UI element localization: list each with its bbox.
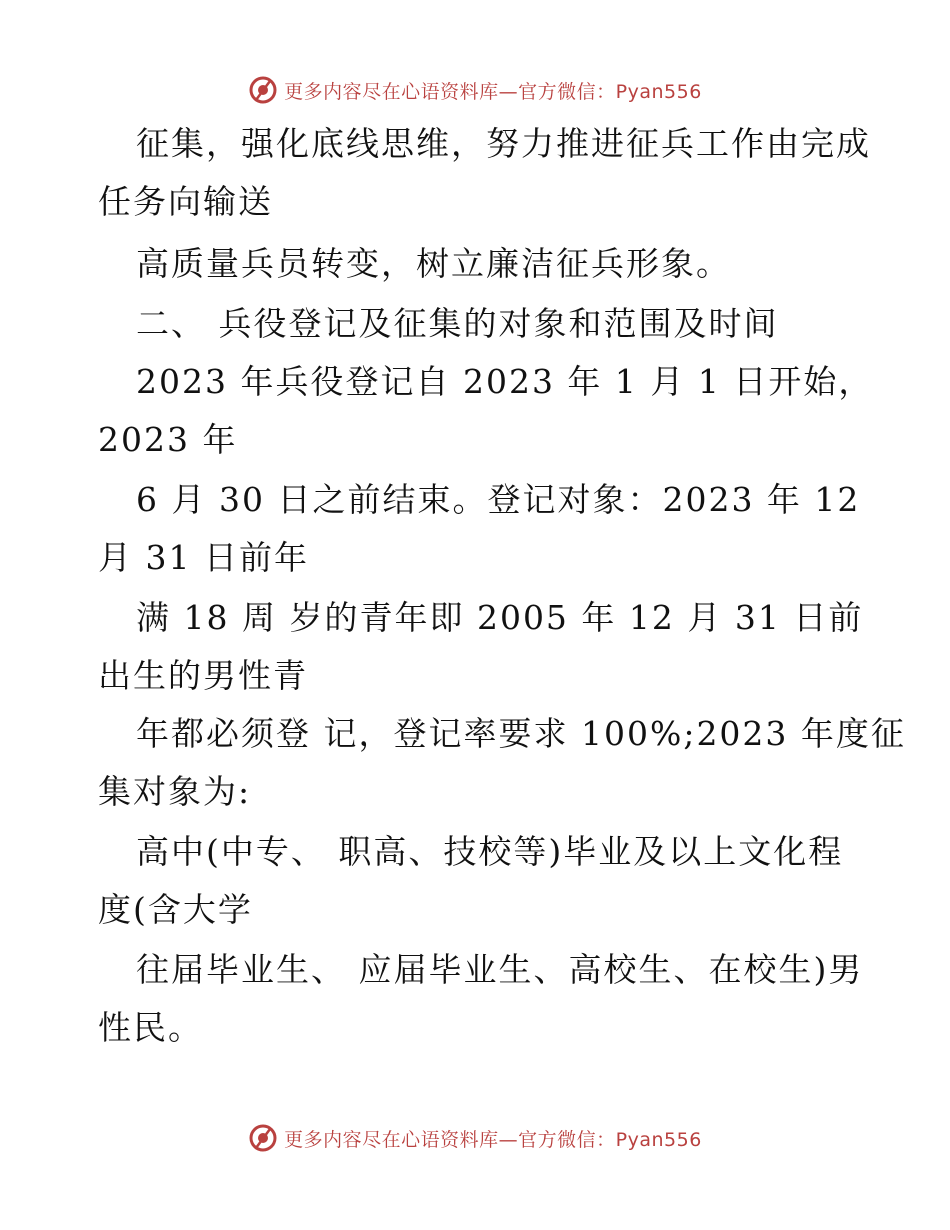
section-heading: 二、 兵役登记及征集的对象和范围及时间 [136,304,779,343]
text-line: 月 31 日前年 [98,538,309,577]
text-line: 年都必须登 记，登记率要求 100%;2023 年度征 [136,714,906,753]
text-line: 征集，强化底线思维，努力推进征兵工作由完成 [136,124,871,163]
text-line: 出生的男性青 [98,656,308,695]
text-line: 往届毕业生、 应届毕业生、高校生、在校生)男 [136,950,864,989]
header-banner [0,72,950,108]
text-line: 高中(中专、 职高、技校等)毕业及以上文化程 [136,832,844,871]
header-banner-text: 更多内容尽在心语资料库—官方微信：Pyan556 [284,80,702,103]
logo-icon [248,1123,278,1153]
text-line: 任务向输送 [98,182,273,221]
text-line: 度(含大学 [98,890,253,929]
text-line: 集对象为: [98,772,252,811]
text-line: 2023 年兵役登记自 2023 年 1 月 1 日开始， [136,362,874,401]
text-line: 性民。 [98,1008,203,1047]
text-line: 2023 年 [98,420,238,459]
footer-banner [0,1120,950,1156]
footer-banner-text: 更多内容尽在心语资料库—官方微信：Pyan556 [284,1128,702,1151]
text-line: 6 月 30 日之前结束。登记对象：2023 年 12 [136,480,861,519]
text-line: 满 18 周 岁的青年即 2005 年 12 月 31 日前 [136,598,864,637]
logo-icon [248,75,278,105]
text-line: 高质量兵员转变，树立廉洁征兵形象。 [136,244,731,283]
